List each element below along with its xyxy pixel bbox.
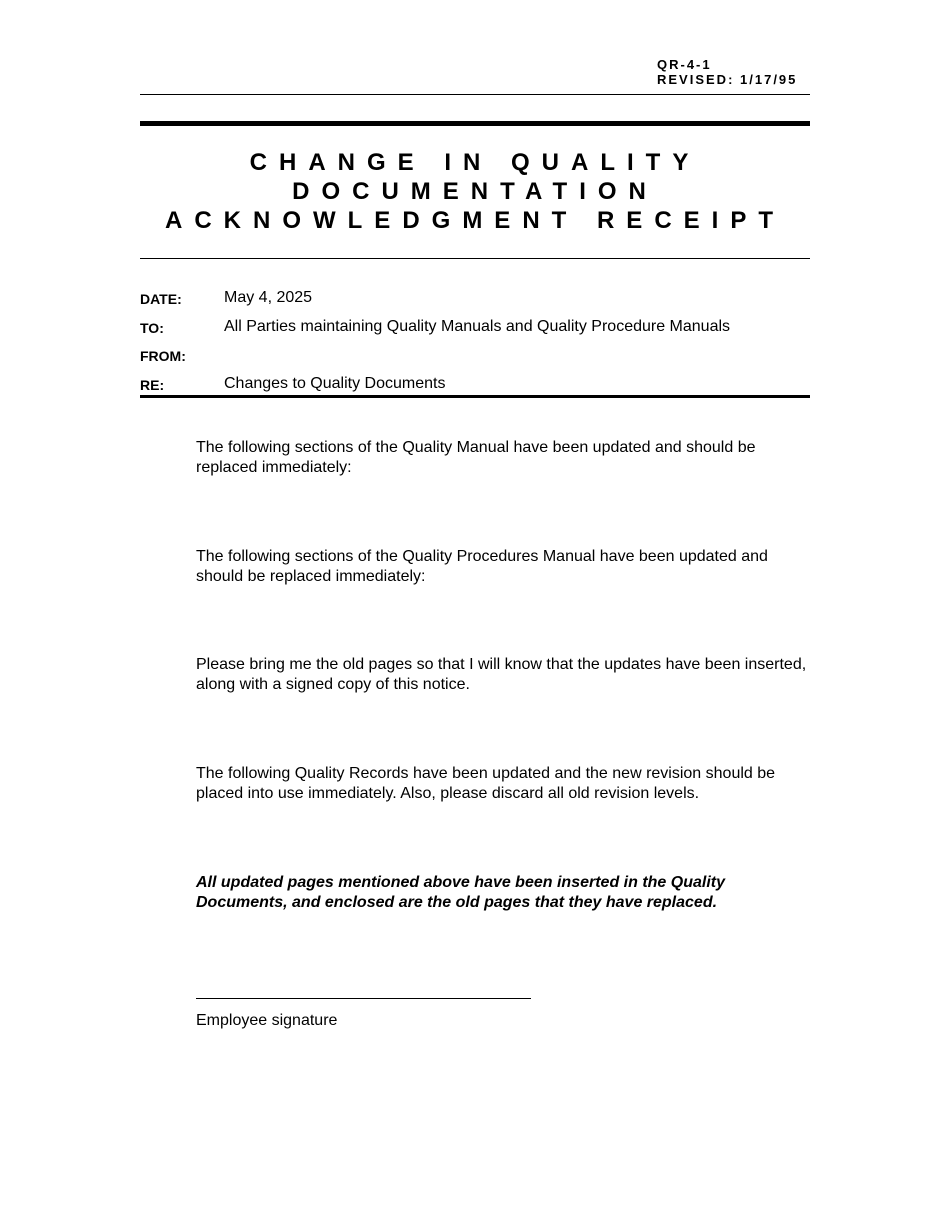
page-title <box>140 148 810 235</box>
document-code-block <box>657 57 797 87</box>
title-line-1: CHANGE IN QUALITY <box>249 149 701 176</box>
quality-records-paragraph: The following Quality Records have been updated and the new revision should be placed into use immediately. Also, please discard all old revision levels. <box>196 765 776 802</box>
revision-date: REVISED: 1/17/95 <box>657 72 798 87</box>
signature-label: Employee signature <box>196 1012 338 1029</box>
re-label: RE: <box>140 377 165 393</box>
quality-manual-paragraph: The following sections of the Quality Manual have been updated and should be replaced immediately: <box>196 439 756 476</box>
title-bottom-rule <box>140 258 810 259</box>
header-divider <box>140 94 810 95</box>
date-label: DATE: <box>140 291 182 307</box>
from-label: FROM: <box>140 348 186 364</box>
return-old-pages-paragraph: Please bring me the old pages so that I will know that the updates have been inserted, along with a signed copy of this notice. <box>196 656 807 693</box>
to-value: All Parties maintaining Quality Manuals and Quality Procedure Manuals <box>224 318 731 335</box>
title-top-rule <box>140 121 810 126</box>
re-value: Changes to Quality Documents <box>224 375 446 392</box>
to-label: TO: <box>140 320 164 336</box>
acknowledgment-statement: All updated pages mentioned above have been inserted in the Quality Documents, and enclosed are the old pages that they have replaced. <box>196 874 725 911</box>
document-code: QR-4-1 <box>657 57 712 72</box>
title-line-3: ACKNOWLEDGMENT RECEIPT <box>165 207 785 234</box>
procedures-manual-paragraph: The following sections of the Quality Procedures Manual have been updated and should be replaced immediately: <box>196 548 768 585</box>
date-value: May 4, 2025 <box>224 289 313 306</box>
title-line-2: DOCUMENTATION <box>292 178 658 205</box>
signature-line <box>196 998 531 999</box>
memo-bottom-rule <box>140 395 810 398</box>
